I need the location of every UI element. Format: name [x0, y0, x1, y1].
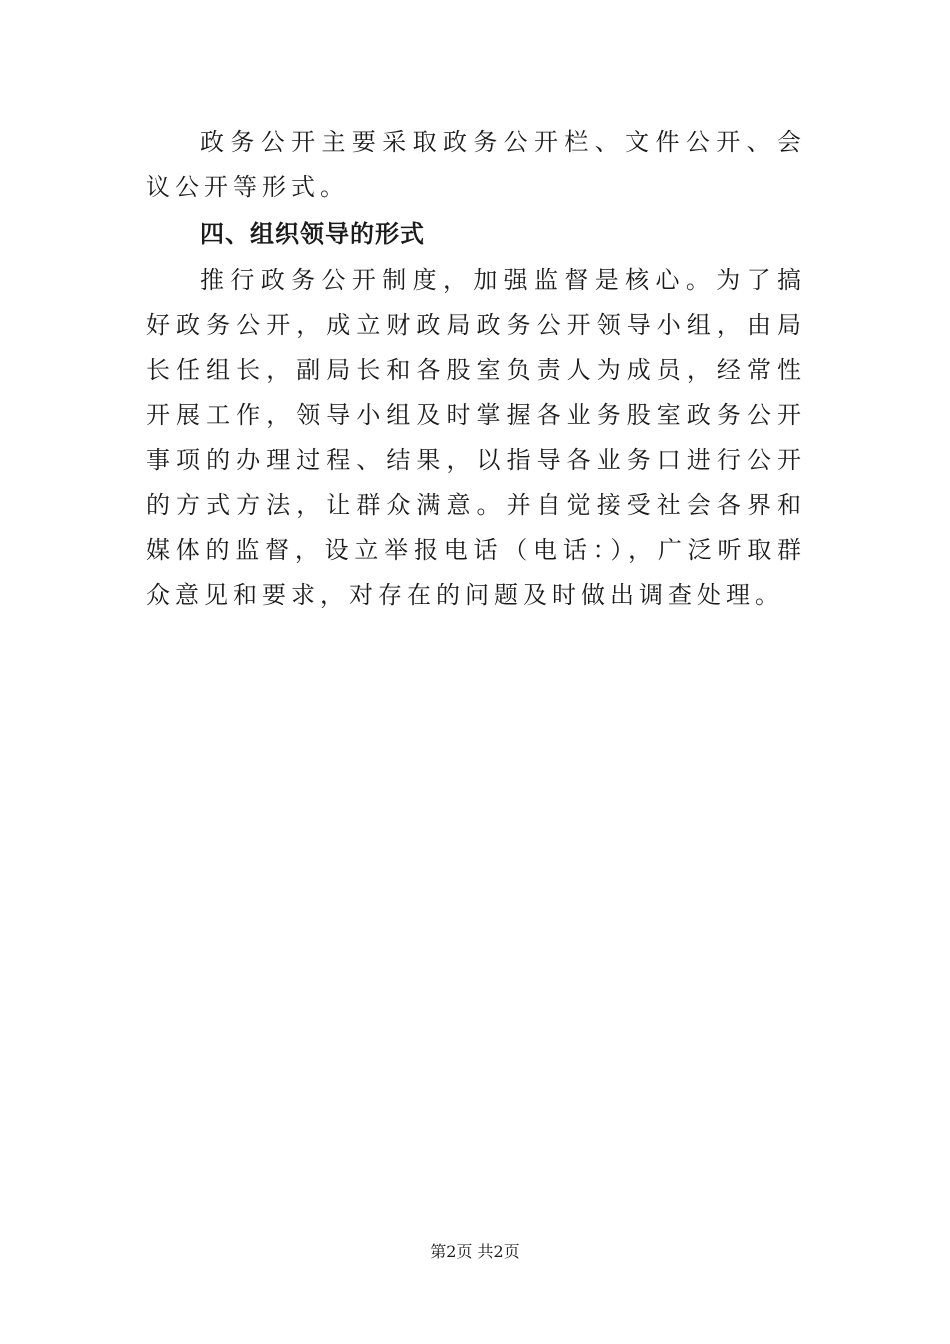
page-footer: 第2页 共2页 [430, 1242, 520, 1261]
paragraph-leadership: 推行政务公开制度，加强监督是核心。为了搞好政务公开，成立财政局政务公开领导小组，由局长任组长，副局长和各股室负责人为成员，经常性开展工作，领导小组及时掌握各业务股室政务公开事项的办理过程、结果，以指导各业务口进行公开的方式方法，让群众满意。并自觉接受社会各界和媒体的监督，设立举报电话（电话：），广泛听取群众意见和要求，对存在的问题及时做出调查处理。 [146, 266, 806, 609]
paragraph-disclosure-forms: 政务公开主要采取政务公开栏、文件公开、会议公开等形式。 [146, 128, 806, 201]
document-body [146, 120, 806, 618]
section-heading: 四、组织领导的形式 [200, 220, 425, 248]
